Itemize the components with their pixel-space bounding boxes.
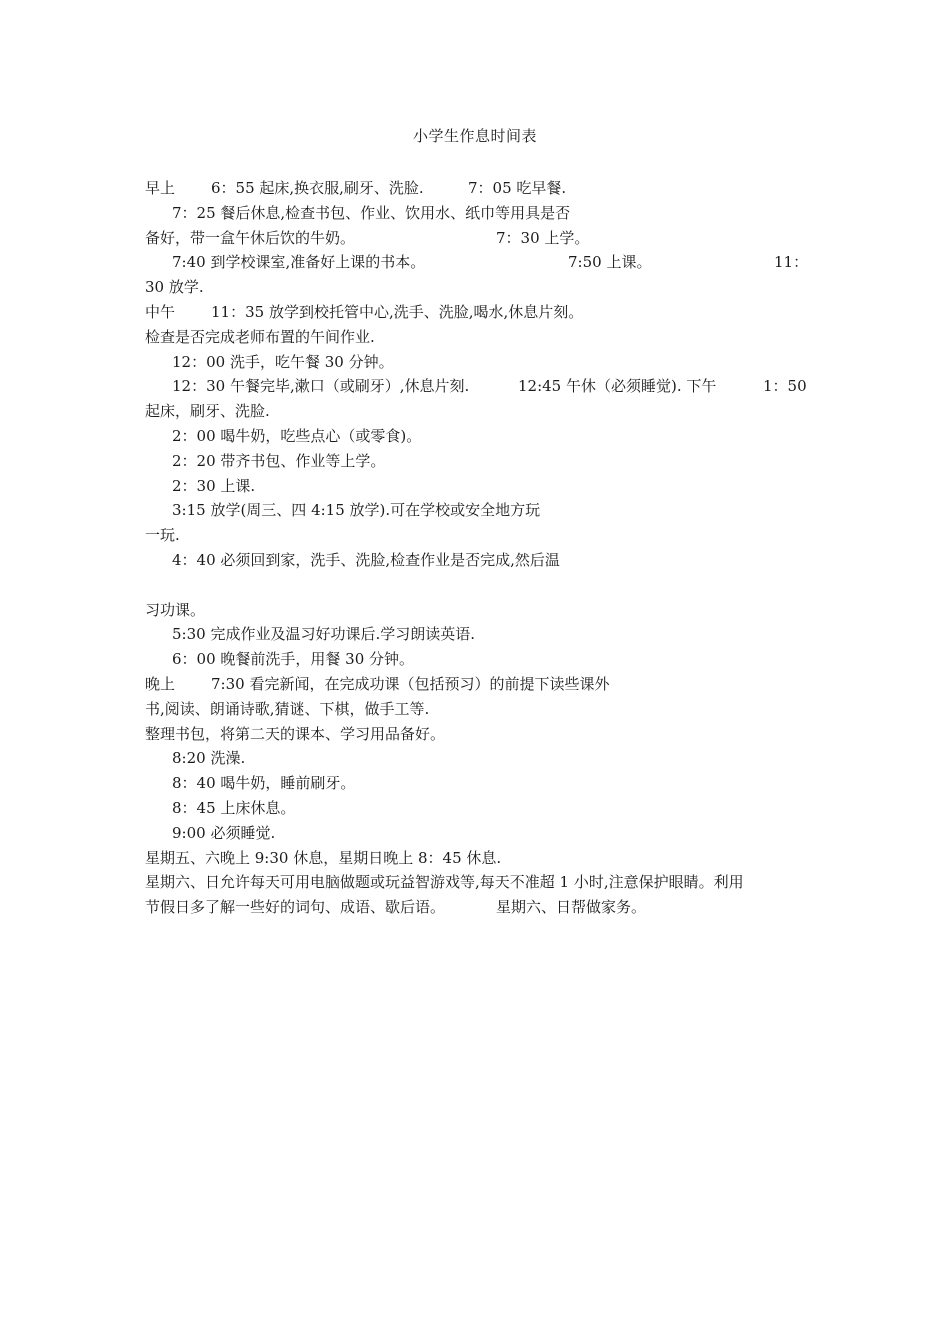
schedule-line bbox=[145, 325, 815, 350]
period-label-noon: 中午 bbox=[145, 302, 176, 321]
schedule-line bbox=[145, 895, 815, 920]
schedule-line bbox=[145, 424, 815, 449]
schedule-text: 30 放学. bbox=[145, 278, 204, 297]
schedule-line bbox=[145, 697, 815, 722]
schedule-text: 7：30 上学。 bbox=[496, 228, 590, 247]
schedule-text: 3:15 放学(周三、四 4:15 放学).可在学校或安全地方玩 bbox=[172, 501, 541, 520]
period-label-morning: 早上 bbox=[145, 179, 176, 197]
schedule-line bbox=[145, 722, 815, 747]
schedule-text: 8：40 喝牛奶，睡前刷牙。 bbox=[172, 774, 356, 793]
schedule-text: 7：05 吃早餐. bbox=[468, 179, 567, 197]
schedule-line bbox=[145, 846, 815, 871]
schedule-text: 12:45 午休（必须睡觉). 下午 bbox=[518, 377, 717, 396]
schedule-text: 7:50 上课。 bbox=[568, 253, 652, 272]
schedule-line bbox=[145, 796, 815, 821]
schedule-line bbox=[145, 201, 815, 226]
schedule-line bbox=[145, 474, 815, 499]
schedule-text: 星期六、日允许每天可用电脑做题或玩益智游戏等,每天不准超 1 小时,注意保护眼睛。利用 bbox=[145, 873, 744, 892]
schedule-text: 一玩. bbox=[145, 526, 180, 545]
document-title: 小学生作息时间表 bbox=[412, 127, 537, 145]
schedule-text: 习功课。 bbox=[145, 600, 206, 619]
schedule-text: 起床，刷牙、洗脸. bbox=[145, 402, 270, 421]
schedule-line bbox=[145, 647, 815, 672]
schedule-text: 书,阅读、朗诵诗歌,猜谜、下棋，做手工等. bbox=[145, 699, 430, 718]
schedule-line bbox=[145, 449, 815, 474]
schedule-text: 11：35 放学到校托管中心,洗手、洗脸,喝水,休息片刻。 bbox=[211, 302, 584, 321]
schedule-line bbox=[145, 672, 815, 697]
schedule-text: 1：50 bbox=[763, 377, 807, 396]
schedule-line bbox=[145, 226, 815, 251]
schedule-text: 9:00 必须睡觉. bbox=[172, 823, 276, 842]
schedule-line bbox=[145, 399, 815, 424]
schedule-line bbox=[145, 870, 815, 895]
schedule-text: 8:20 洗澡. bbox=[172, 749, 246, 768]
schedule-line bbox=[145, 350, 815, 375]
schedule-text: 4：40 必须回到家，洗手、洗脸,检查作业是否完成,然后温 bbox=[172, 550, 560, 569]
schedule-line bbox=[145, 498, 815, 523]
schedule-line bbox=[145, 275, 815, 300]
schedule-text: 7：25 餐后休息,检查书包、作业、饮用水、纸巾等用具是否 bbox=[172, 203, 571, 222]
schedule-text: 8：45 上床休息。 bbox=[172, 798, 296, 817]
schedule-text: 12：30 午餐完毕,漱口（或刷牙）,休息片刻. bbox=[172, 377, 470, 396]
schedule-text: 星期六、日帮做家务。 bbox=[496, 898, 647, 917]
schedule-text: 检查是否完成老师布置的午间作业. bbox=[145, 327, 375, 346]
schedule-text: 2：00 喝牛奶，吃些点心（或零食)。 bbox=[172, 426, 422, 445]
schedule-text: 备好，带一盒午休后饮的牛奶。 bbox=[145, 228, 356, 247]
schedule-text: 7:30 看完新闻，在完成功课（包括预习）的前提下读些课外 bbox=[211, 674, 610, 693]
blank-line bbox=[145, 573, 815, 598]
schedule-line bbox=[145, 548, 815, 573]
schedule-line bbox=[145, 374, 815, 399]
schedule-text: 2：30 上课. bbox=[172, 476, 256, 495]
schedule-body bbox=[145, 176, 815, 920]
schedule-line bbox=[145, 523, 815, 548]
schedule-text: 2：20 带齐书包、作业等上学。 bbox=[172, 451, 386, 470]
schedule-text: 7:40 到学校课室,准备好上课的书本。 bbox=[172, 253, 426, 272]
schedule-text: 节假日多了解一些好的词句、成语、歇后语。 bbox=[145, 898, 446, 917]
schedule-text: 11： bbox=[774, 253, 809, 272]
schedule-text: 6：55 起床,换衣服,刷牙、洗脸. bbox=[211, 179, 424, 197]
schedule-text: 6：00 晚餐前洗手，用餐 30 分钟。 bbox=[172, 650, 415, 669]
period-label-evening: 晚上 bbox=[145, 674, 176, 693]
schedule-line bbox=[145, 598, 815, 623]
schedule-text: 12：00 洗手，吃午餐 30 分钟。 bbox=[172, 352, 394, 371]
schedule-text: 星期五、六晚上 9:30 休息，星期日晚上 8：45 休息. bbox=[145, 848, 502, 867]
schedule-text: 整理书包，将第二天的课本、学习用品备好。 bbox=[145, 724, 446, 743]
schedule-line bbox=[145, 821, 815, 846]
schedule-line bbox=[145, 746, 815, 771]
schedule-text: 5:30 完成作业及温习好功课后.学习朗读英语. bbox=[172, 625, 475, 644]
schedule-line bbox=[145, 250, 815, 275]
schedule-line bbox=[145, 300, 815, 325]
schedule-line bbox=[145, 622, 815, 647]
schedule-line bbox=[145, 176, 815, 201]
schedule-line bbox=[145, 771, 815, 796]
